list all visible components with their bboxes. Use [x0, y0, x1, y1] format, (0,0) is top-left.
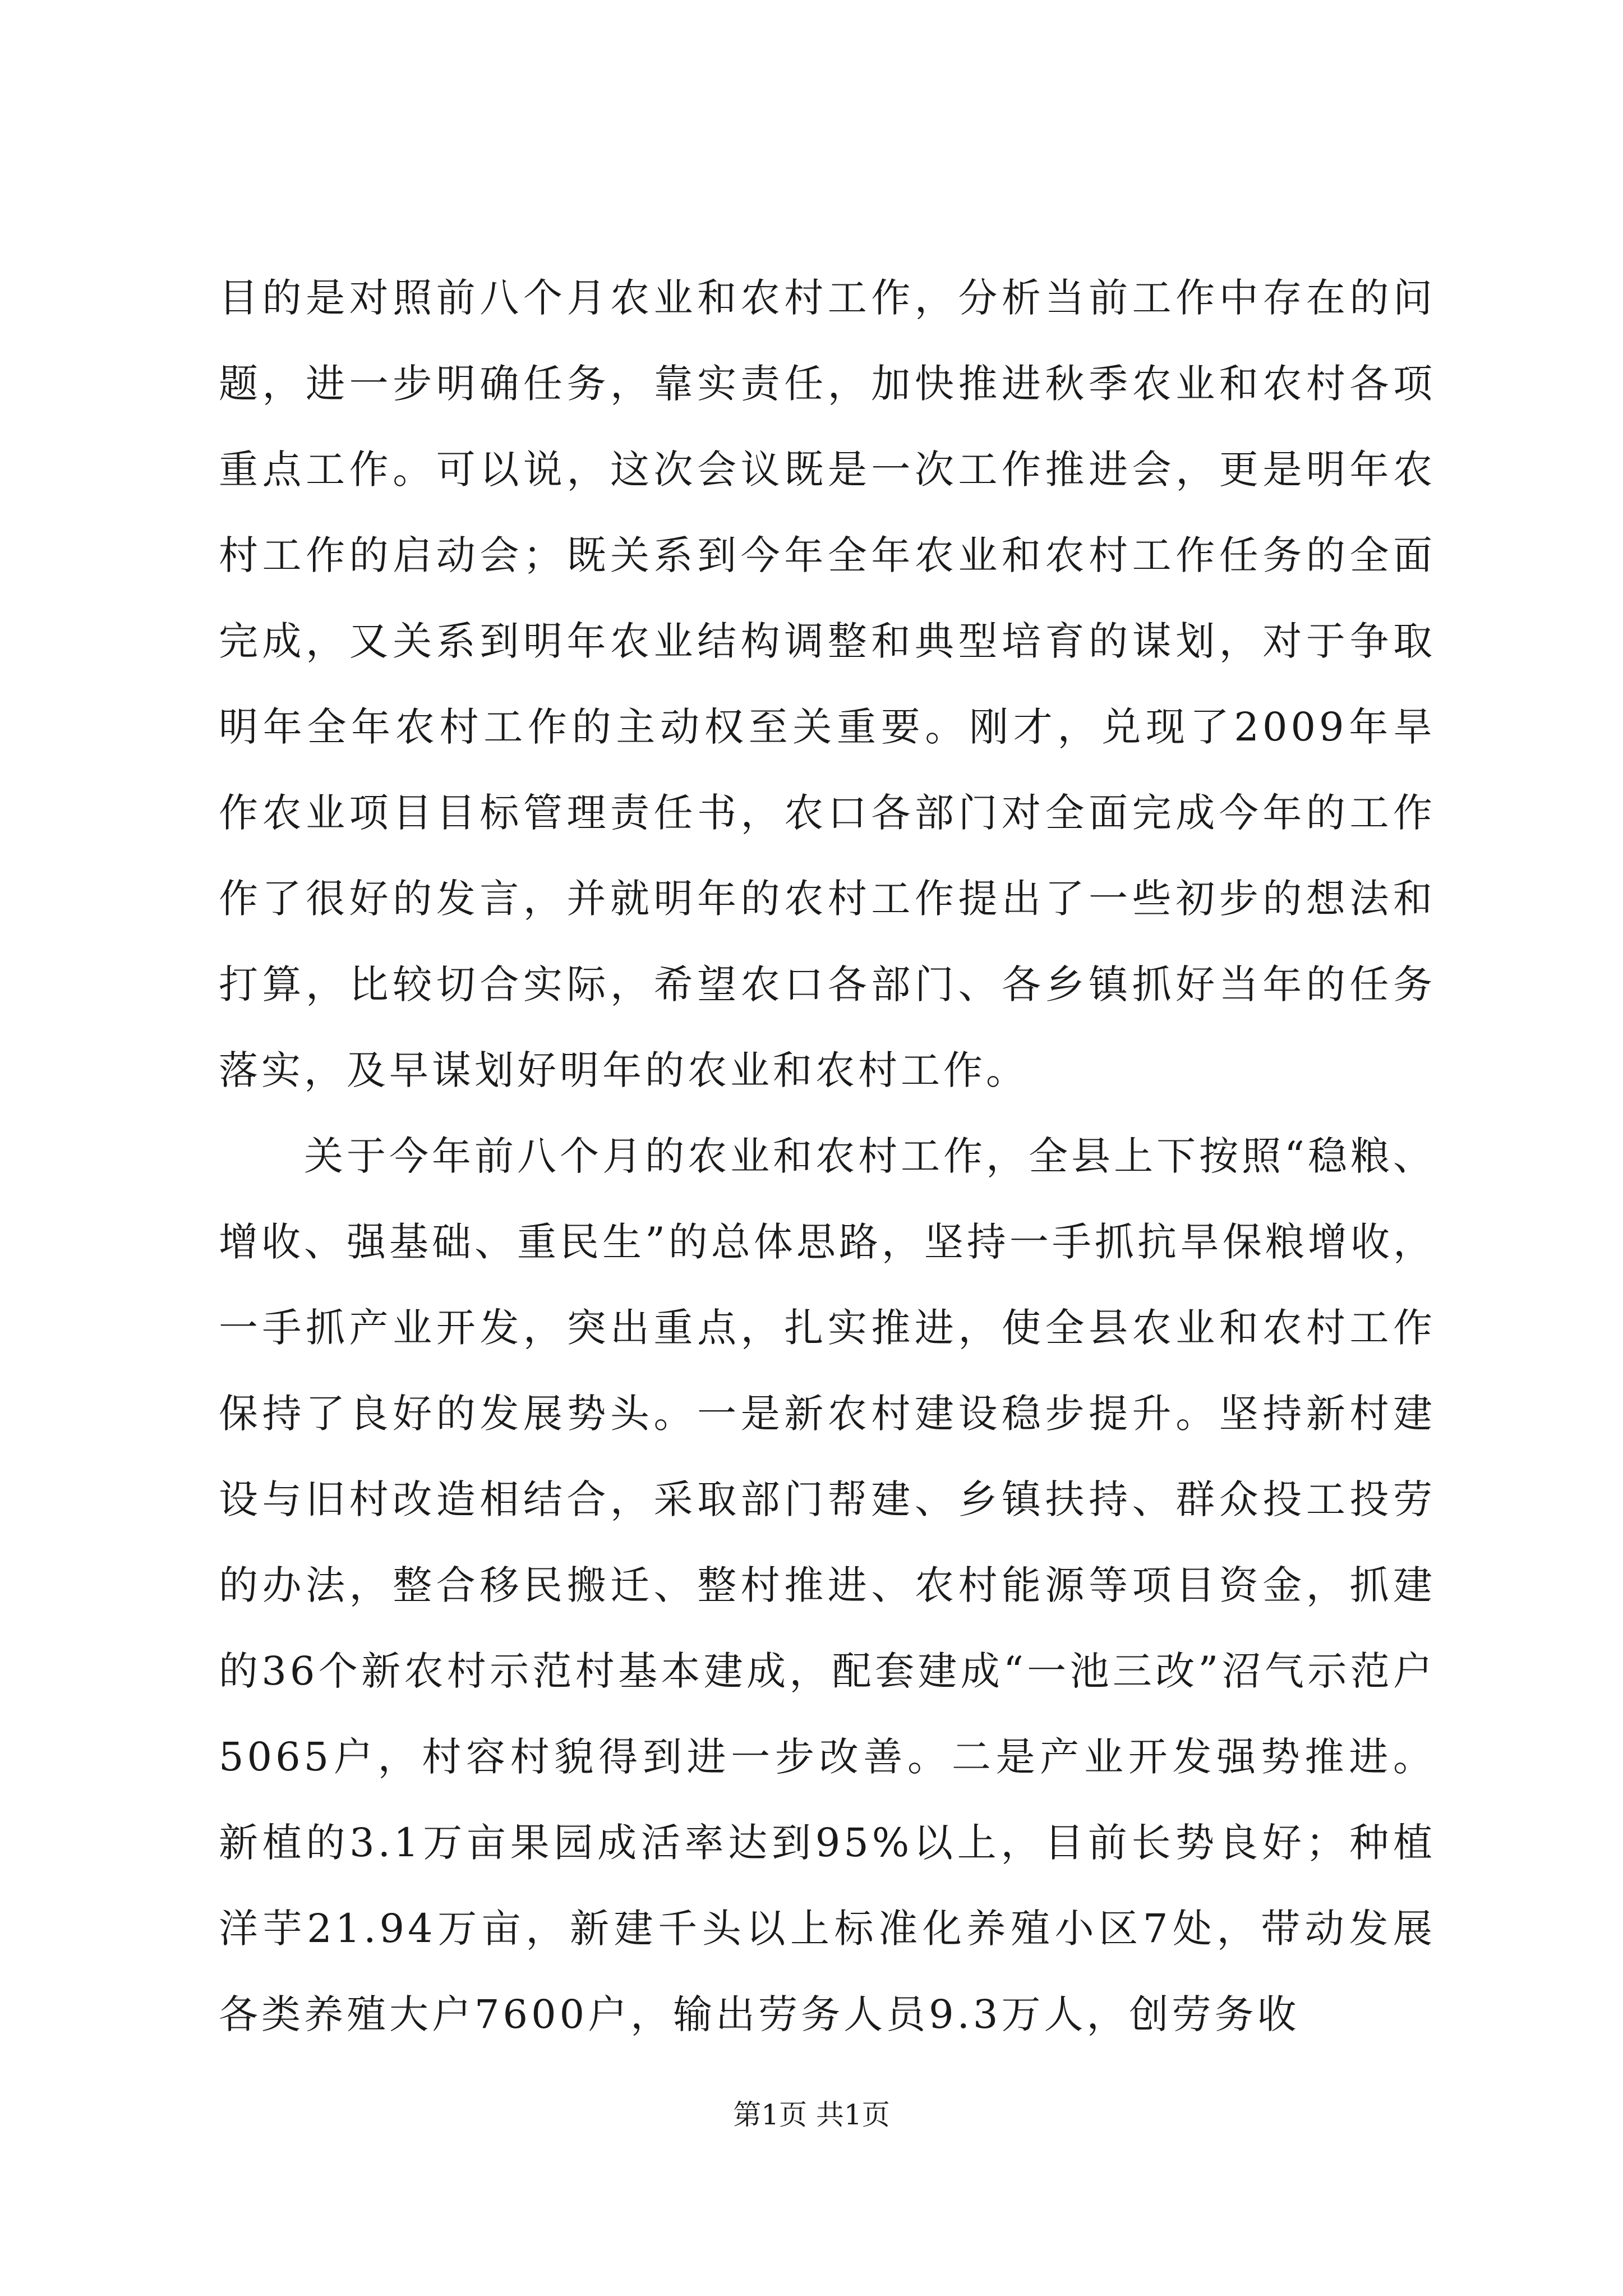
paragraph-1: 目的是对照前八个月农业和农村工作，分析当前工作中存在的问题，进一步明确任务，靠实责任，加快推进秋季农业和农村各项重点工作。可以说，这次会议既是一次工作推进会，更是明年农村工作的启动会；既关系到今年全年农业和农村工作任务的全面完成，又关系到明年农业结构调整和典型培育的谋划，对于争取明年全年农村工作的主动权至关重要。刚才，兑现了2009年旱作农业项目目标管理责任书，农口各部门对全面完成今年的工作作了很好的发言，并就明年的农村工作提出了一些初步的想法和打算，比较切合实际，希望农口各部门、各乡镇抓好当年的任务落实，及早谋划好明年的农业和农村工作。 [219, 275, 1436, 1093]
paragraph-2: 关于今年前八个月的农业和农村工作，全县上下按照“稳粮、增收、强基础、重民生”的总体思路，坚持一手抓抗旱保粮增收，一手抓产业开发，突出重点，扎实推进，使全县农业和农村工作保持了良好的发展势头。一是新农村建设稳步提升。坚持新村建设与旧村改造相结合，采取部门帮建、乡镇扶持、群众投工投劳的办法，整合移民搬迁、整村推进、农村能源等项目资金，抓建的36个新农村示范村基本建成，配套建成“一池三改”沼气示范户5065户，村容村貌得到进一步改善。二是产业开发强势推进。新植的3.1万亩果园成活率达到95%以上，目前长势良好；种植洋芋21.94万亩，新建千头以上标准化养殖小区7处，带动发展各类养殖大户7600户，输出劳务人员9.3万人，创劳务收 [219, 1133, 1436, 2037]
page-footer: 第1页 共1页 [733, 2099, 890, 2131]
document-body [219, 255, 1436, 2058]
